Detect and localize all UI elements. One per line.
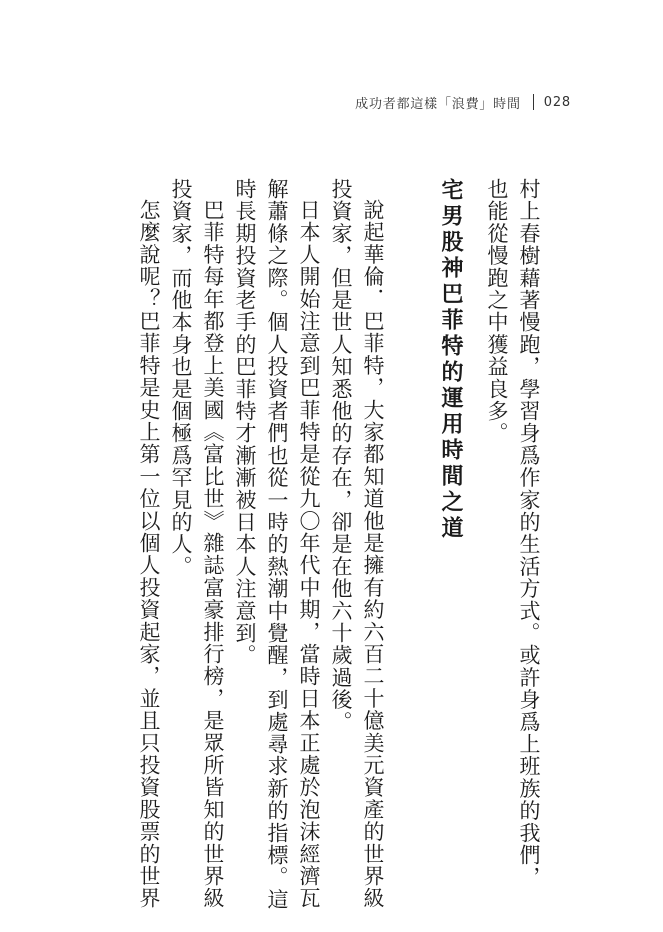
text-line: 投資家，而他本身也是個極爲罕見的人。 — [169, 178, 193, 578]
text-line: 投資家，但是世人知悉他的存在，卻是在他六十歲過後。 — [329, 178, 353, 733]
paragraph-1 — [325, 178, 389, 910]
text-line: 也能從慢跑之中獲益良多。 — [485, 178, 509, 445]
text-line: 解蕭條之際。個人投資者們也從一時的熱潮中覺醒，到處尋求新的指標。這 — [265, 178, 289, 911]
paragraph-4 — [133, 178, 165, 910]
text-line: 說起華倫．巴菲特，大家都知道他是擁有約六百二十億美元資產的世界級 — [361, 199, 385, 910]
section-heading: 宅男股神巴菲特的運用時間之道 — [438, 178, 463, 542]
paragraph-2 — [229, 178, 325, 911]
page-number: 028 — [543, 94, 571, 110]
intro-paragraph — [481, 178, 545, 889]
header-divider — [533, 94, 534, 110]
paragraph-3 — [165, 178, 229, 910]
vertical-body-text — [133, 178, 545, 911]
text-line: 怎麼說呢？巴菲特是史上第一位以個人投資起家，並且只投資股票的世界 — [137, 199, 161, 910]
text-line: 時長期投資老手的巴菲特才漸漸被日本人注意到。 — [233, 178, 257, 667]
text-line: 巴菲特每年都登上美國《富比世》雜誌富豪排行榜，是眾所皆知的世界級 — [201, 199, 225, 910]
text-line: 日本人開始注意到巴菲特是從九〇年代中期，當時日本正處於泡沫經濟瓦 — [297, 199, 321, 910]
running-header — [355, 90, 571, 114]
text-line: 村上春樹藉著慢跑，學習身爲作家的生活方式。或許身爲上班族的我們， — [517, 178, 541, 889]
chapter-title: 成功者都這樣「浪費」時間 — [355, 96, 521, 112]
